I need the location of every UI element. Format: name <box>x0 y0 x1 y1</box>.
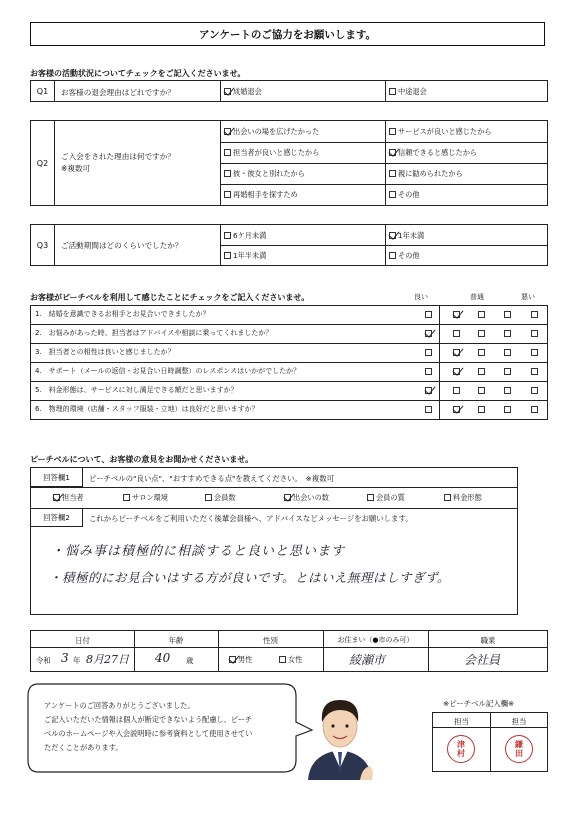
staff-illustration <box>300 688 380 780</box>
q2-option-6[interactable]: 親に勧められたから <box>389 169 463 179</box>
q1-option-2[interactable]: 中途退会 <box>389 87 427 97</box>
answer2-label: 回答欄2 <box>31 508 83 527</box>
satisfaction-question: 4. サポート（メールの返信・お見合い日時調整）のレスポンスはいかがでしたか？ <box>35 367 301 375</box>
address-value[interactable]: 綾瀬市 <box>349 653 386 667</box>
rating-checkbox[interactable] <box>531 330 538 337</box>
page-title: アンケートのご協力をお願いします。 <box>198 28 377 41</box>
header-gender: 性別 <box>263 636 278 645</box>
rating-checkbox-checked[interactable] <box>453 406 460 413</box>
answer1-option-5[interactable]: 会員の質 <box>367 493 405 503</box>
checkbox[interactable] <box>389 128 396 135</box>
gender-male[interactable]: 男性 <box>229 655 252 665</box>
checkbox-checked[interactable] <box>229 656 236 663</box>
q1-option-1[interactable]: 成婚退会 <box>224 87 262 97</box>
answer1-question: ピーチベルの"良い点"、"おすすめできる点"を教えてください。 ※複数可 <box>89 474 334 483</box>
staff-stamp-table <box>432 712 548 772</box>
era: 令和 <box>36 656 51 665</box>
rating-checkbox[interactable] <box>531 406 538 413</box>
q3-option-4[interactable]: その他 <box>389 251 420 261</box>
gender-female[interactable]: 女性 <box>279 655 302 665</box>
rating-checkbox[interactable] <box>425 406 432 413</box>
opinion-box <box>30 467 518 615</box>
satisfaction-question: 3. 担当者との相性は良いと感じましたか？ <box>35 348 175 356</box>
answer1-option-1[interactable]: 担当者 <box>53 493 84 503</box>
satisfaction-row <box>30 363 548 382</box>
scale-good: 良い <box>414 293 428 301</box>
rating-checkbox-checked[interactable] <box>453 349 460 356</box>
section2-title: お客様がピーチベルを利用して感じたことにチェックをご記入くださいませ。 <box>30 293 310 302</box>
checkbox[interactable] <box>224 191 231 198</box>
note-line-2: ご記入いただいた情報は個人が断定できないよう配慮し、ピーチ <box>44 715 253 724</box>
profile-table <box>30 630 548 672</box>
checkbox[interactable] <box>389 170 396 177</box>
rating-checkbox-checked[interactable] <box>425 387 432 394</box>
rating-checkbox[interactable] <box>531 368 538 375</box>
q3-row <box>30 224 548 266</box>
q3-option-2[interactable]: 1年未満 <box>389 231 424 241</box>
rating-checkbox[interactable] <box>504 368 511 375</box>
q2-text: ご入会をされた理由は何ですか？ <box>61 152 175 161</box>
satisfaction-question: 1. 結婚を意識できるお相手とお見合いできましたか？ <box>35 310 210 318</box>
q2-option-8[interactable]: その他 <box>389 190 420 200</box>
answer1-option-3[interactable]: 会員数 <box>205 493 236 503</box>
staff-area-title: ※ピーチベル記入欄※ <box>443 699 515 708</box>
scale-bad: 悪い <box>521 293 535 301</box>
checkbox[interactable] <box>279 656 286 663</box>
q3-option-1[interactable]: 6ケ月未満 <box>224 231 266 241</box>
q1-number: Q1 <box>31 81 55 101</box>
staff-col2: 担当 <box>511 717 527 726</box>
checkbox[interactable] <box>389 88 396 95</box>
q3-number: Q3 <box>31 225 55 265</box>
satisfaction-row <box>30 306 548 325</box>
answer2-handwritten-line2: ・積極的にお見合いはする方が良いです。とはいえ無理はしすぎず。 <box>49 570 451 585</box>
rating-checkbox[interactable] <box>478 406 485 413</box>
rating-checkbox[interactable] <box>478 387 485 394</box>
rating-checkbox[interactable] <box>478 349 485 356</box>
checkbox[interactable] <box>367 494 374 501</box>
satisfaction-question: 2. お悩みがあった時、担当者はアドバイスや相談に乗ってくれましたか？ <box>35 329 273 337</box>
checkbox[interactable] <box>389 252 396 259</box>
checkbox-checked[interactable] <box>389 149 396 156</box>
checkbox[interactable] <box>224 149 231 156</box>
q3-option-3[interactable]: 1年半未満 <box>224 251 266 261</box>
stamp-2: 鎌 田 <box>505 735 533 763</box>
rating-checkbox[interactable] <box>478 368 485 375</box>
q1-row <box>30 80 548 102</box>
q2-number: Q2 <box>31 121 55 205</box>
note-line-3: ベルのホームページや入会説明時に参考資料として使用させてい <box>44 729 253 738</box>
staff-col1: 担当 <box>454 717 469 726</box>
age-value[interactable]: 40 <box>155 651 171 665</box>
checkbox[interactable] <box>224 170 231 177</box>
q2-sub: ※複数可 <box>61 164 91 173</box>
satisfaction-row <box>30 382 548 401</box>
answer1-option-6[interactable]: 料金形態 <box>444 493 482 503</box>
answer1-label: 回答欄1 <box>31 468 83 487</box>
q2-option-7[interactable]: 再婚相手を探すため <box>224 190 298 200</box>
rating-checkbox[interactable] <box>453 387 460 394</box>
rating-checkbox[interactable] <box>531 349 538 356</box>
checkbox-checked[interactable] <box>224 128 231 135</box>
checkbox[interactable] <box>205 494 212 501</box>
checkbox[interactable] <box>444 494 451 501</box>
header-address: お住まい（●市のみ可） <box>337 636 414 644</box>
header-age: 年齢 <box>168 636 184 645</box>
q1-text: お客様の退会理由はどれですか？ <box>61 88 175 97</box>
date-value[interactable]: 8月27日 <box>86 653 129 666</box>
rating-checkbox[interactable] <box>478 311 485 318</box>
rating-checkbox-checked[interactable] <box>453 368 460 375</box>
checkbox[interactable] <box>123 494 130 501</box>
q3-text: ご活動期間はどのくらいでしたか？ <box>61 241 183 250</box>
rating-checkbox[interactable] <box>504 330 511 337</box>
checkbox-checked[interactable] <box>389 232 396 239</box>
section3-title: ピーチベルについて、お客様の意見をお聞かせくださいませ。 <box>30 455 254 464</box>
checkbox-checked[interactable] <box>53 494 60 501</box>
q2-option-3[interactable]: 担当者が良いと感じたから <box>224 148 319 158</box>
q2-option-5[interactable]: 彼・彼女と別れたから <box>224 169 305 179</box>
year-value[interactable]: 3 <box>61 651 69 665</box>
satisfaction-row <box>30 325 548 344</box>
note-line-1: アンケートのご回答ありがとうございました。 <box>44 701 195 710</box>
checkbox[interactable] <box>389 191 396 198</box>
satisfaction-question: 6. 物理的環境（店舗・スタッフ服装・立地）は良好だと思いますか？ <box>35 405 259 413</box>
rating-checkbox[interactable] <box>425 349 432 356</box>
q2-row <box>30 120 548 206</box>
checkbox-checked[interactable] <box>284 494 291 501</box>
rating-checkbox[interactable] <box>425 368 432 375</box>
rating-checkbox[interactable] <box>453 330 460 337</box>
q2-option-1[interactable]: 出会いの場を広げたかった <box>224 127 319 137</box>
year-unit: 年 <box>73 656 81 665</box>
age-unit: 歳 <box>186 656 194 665</box>
checkbox[interactable] <box>224 252 231 259</box>
stamp-1: 津 村 <box>447 735 475 763</box>
q2-option-4[interactable]: 信頼できると感じたから <box>389 148 477 158</box>
answer2-handwritten-line1: ・悩み事は積極的に相談すると良いと思います <box>51 544 346 559</box>
satisfaction-row <box>30 401 548 420</box>
rating-checkbox-checked[interactable] <box>453 311 460 318</box>
header-date: 日付 <box>75 636 90 645</box>
rating-checkbox[interactable] <box>504 311 511 318</box>
page-title-box <box>30 22 545 46</box>
answer1-option-2[interactable]: サロン環境 <box>123 493 168 503</box>
rating-checkbox[interactable] <box>504 387 511 394</box>
scale-normal: 普通 <box>470 293 484 301</box>
checkbox[interactable] <box>224 232 231 239</box>
satisfaction-question: 5. 料金形態は、サービスに対し満足できる額だと思いますか？ <box>35 386 238 394</box>
q2-option-2[interactable]: サービスが良いと感じたから <box>389 127 491 137</box>
rating-checkbox[interactable] <box>531 311 538 318</box>
rating-checkbox[interactable] <box>504 406 511 413</box>
note-text <box>44 699 252 755</box>
job-value[interactable]: 会社員 <box>464 653 501 667</box>
header-job: 職業 <box>480 636 496 645</box>
checkbox-checked[interactable] <box>224 88 231 95</box>
rating-checkbox-checked[interactable] <box>425 330 432 337</box>
section1-title: お客様の活動状況についてチェックをご記入くださいませ。 <box>30 69 246 78</box>
rating-checkbox[interactable] <box>531 387 538 394</box>
rating-checkbox[interactable] <box>478 330 485 337</box>
rating-checkbox[interactable] <box>504 349 511 356</box>
rating-checkbox[interactable] <box>425 311 432 318</box>
answer1-option-4[interactable]: 出会いの数 <box>284 493 329 503</box>
satisfaction-row <box>30 344 548 363</box>
answer2-question: これからピーチベルをご利用いただく後輩会員様へ、アドバイスなどメッセージをお願いします。 <box>89 514 413 523</box>
note-line-4: ただくことがあります。 <box>44 743 123 752</box>
